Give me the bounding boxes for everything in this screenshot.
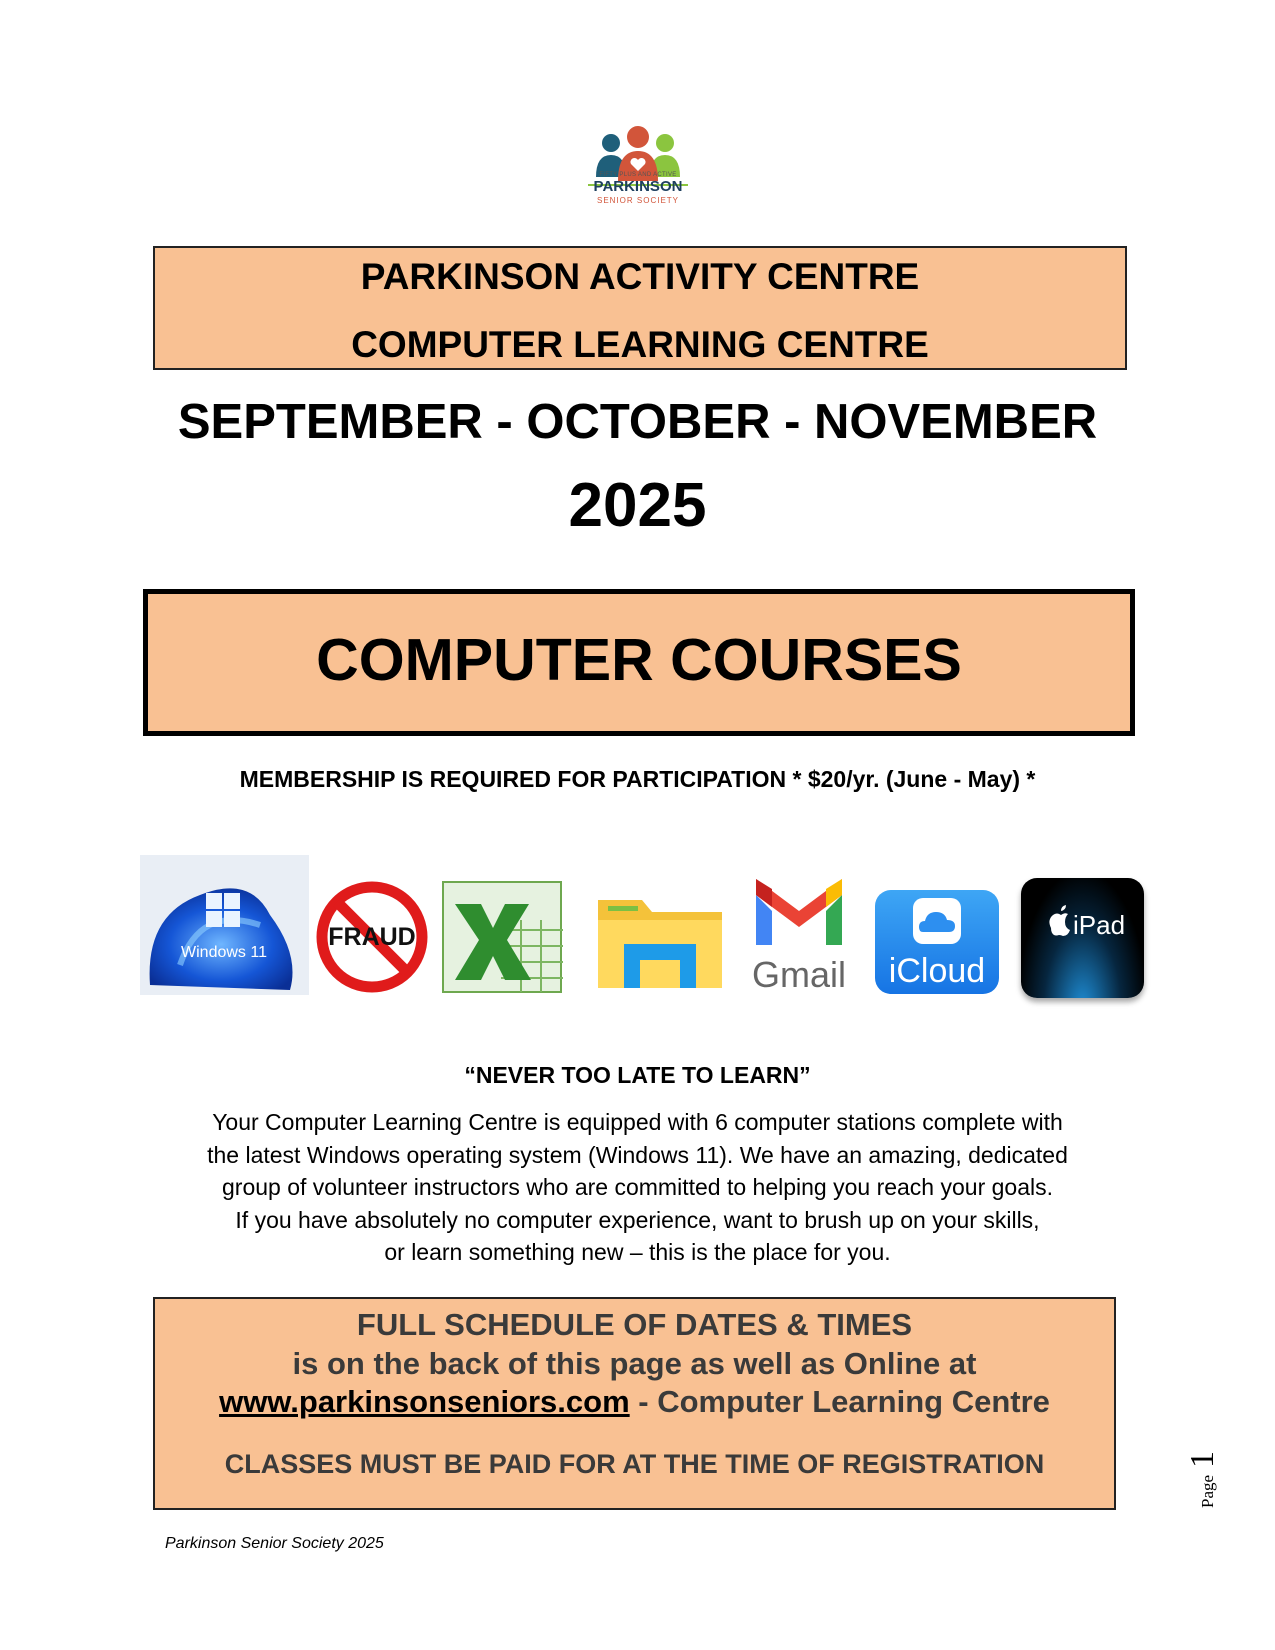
icloud-label: iCloud [888,952,986,990]
file-explorer-icon [594,890,726,992]
header-title-line1: PARKINSON ACTIVITY CENTRE [360,256,920,297]
courses-title: COMPUTER COURSES [316,627,962,693]
no-fraud-icon [315,880,429,994]
header-box [153,246,1127,370]
page-num: 1 [1184,1451,1221,1468]
schedule-website-line [155,1384,1114,1420]
description-line: Your Computer Learning Centre is equipped with 6 computer stations complete with [212,1109,1063,1135]
description-line: If you have absolutely no computer experience, want to brush up on your skills, [235,1206,1040,1233]
page-number [1168,1450,1248,1510]
website-link[interactable]: www.parkinsonseniors.com [219,1384,630,1419]
parkinson-logo [578,110,698,210]
excel-icon [441,880,569,996]
ipad-label: iPad [1073,910,1126,940]
ipad-icon [1021,878,1144,998]
description-paragraph [150,1106,1125,1269]
windows-11-icon [140,855,309,995]
description-line: group of volunteer instructors who are committed to helping you reach your goals. [222,1174,1053,1200]
fraud-label: FRAUD [328,923,416,951]
logo-name: PARKINSON [593,178,683,195]
website-suffix: - Computer Learning Centre [629,1384,1050,1419]
header-title-line2: COMPUTER LEARNING CENTRE [351,324,929,365]
season-months: SEPTEMBER - OCTOBER - NOVEMBER [177,395,1098,449]
logo-tagline: FIFTY PLUS AND ACTIVE [599,172,677,178]
slogan: “NEVER TOO LATE TO LEARN” [464,1062,811,1088]
page-word: Page [1198,1474,1217,1508]
payment-notice: CLASSES MUST BE PAID FOR AT THE TIME OF REGISTRATION [224,1449,1045,1479]
windows-label: Windows 11 [181,944,267,961]
icloud-icon [875,890,999,994]
courses-box [143,589,1135,736]
schedule-line: is on the back of this page as well as Online at [292,1346,977,1381]
description-line: the latest Windows operating system (Windows 11). We have an amazing, dedicated [207,1141,1068,1168]
description-line: or learn something new – this is the place for you. [384,1239,891,1265]
gmail-label: Gmail [751,954,847,995]
season-year: 2025 [568,471,707,540]
schedule-box [153,1297,1116,1510]
logo-subtitle: SENIOR SOCIETY [596,196,679,205]
footer-text: Parkinson Senior Society 2025 [165,1535,384,1552]
schedule-heading: FULL SCHEDULE OF DATES & TIMES [356,1307,913,1342]
gmail-icon [740,865,858,995]
membership-notice: MEMBERSHIP IS REQUIRED FOR PARTICIPATION * $20/yr. (June - May) * [239,766,1036,792]
